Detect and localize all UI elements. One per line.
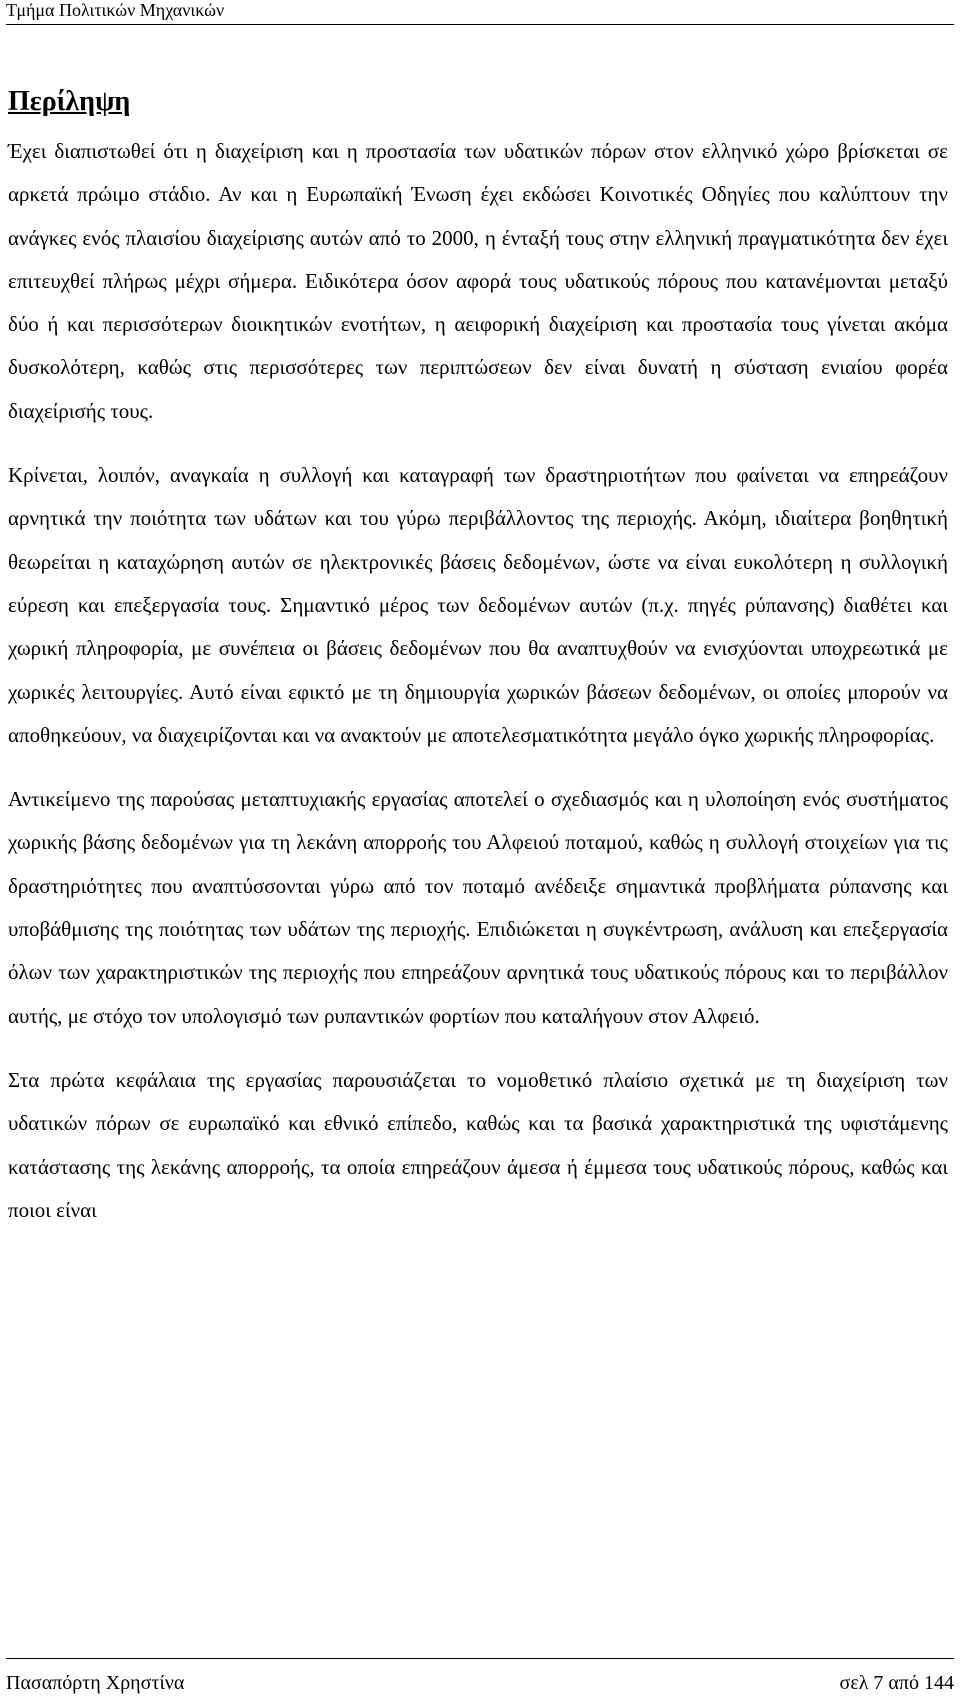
- paragraph: Κρίνεται, λοιπόν, αναγκαία η συλλογή και καταγραφή των δραστηριοτήτων που φαίνεται να επηρεάζουν αρνητικά την ποιότητα των υδάτων και του γύρω περιβάλλοντος της περιοχής. Ακόμη, ιδιαίτερα βοηθητική θεωρείται η καταχώρηση αυτών σε ηλεκτρονικές βάσεις δεδομένων, ώστε να είναι ευκολότερη η συλλογική εύρεση και επεξεργασία τους. Σημαντικό μέρος των δεδομένων αυτών (π.χ. πηγές ρύπανσης) διαθέτει και χωρική πληροφορία, με συνέπεια οι βάσεις δεδομένων που θα αναπτυχθούν να ενισχύονται υποχρεωτικά με χωρικές λειτουργίες. Αυτό είναι εφικτό με τη δημιουργία χωρικών βάσεων δεδομένων, οι οποίες μπορούν να αποθηκεύουν, να διαχειρίζονται και να ανακτούν με αποτελεσματικότητα μεγάλο όγκο χωρικής πληροφορίας.: [8, 463, 948, 747]
- header-title: Τμήμα Πολιτικών Μηχανικών: [6, 0, 225, 20]
- paragraph: Αντικείμενο της παρούσας μεταπτυχιακής εργασίας αποτελεί ο σχεδιασμός και η υλοποίηση ενός συστήματος χωρικής βάσης δεδομένων για τη λεκάνη απορροής του Αλφειού ποταμού, καθώς η συλλογή στοιχείων για τις δραστηριότητες που αναπτύσσονται γύρω από τον ποταμό ανέδειξε σημαντικά προβλήματα ρύπανσης και υποβάθμισης της ποιότητας των υδάτων της περιοχής. Επιδιώκεται η συγκέντρωση, ανάλυση και επεξεργασία όλων των χαρακτηριστικών της περιοχής που επηρεάζουν αρνητικά τους υδατικούς πόρους και το περιβάλλον αυτής, με στόχο τον υπολογισμό των ρυπαντικών φορτίων που καταλήγουν στον Αλφειό.: [8, 787, 948, 1028]
- page-number: σελ 7 από 144: [839, 1672, 954, 1694]
- page-header: [6, 0, 954, 25]
- paragraph: Στα πρώτα κεφάλαια της εργασίας παρουσιάζεται το νομοθετικό πλαίσιο σχετικά με τη διαχείριση των υδατικών πόρων σε ευρωπαϊκό και εθνικό επίπεδο, καθώς και τα βασικά χαρακτηριστικά της υφιστάμενης κατάστασης της λεκάνης απορροής, τα οποία επηρεάζουν άμεσα ή έμμεσα τους υδατικούς πόρους, καθώς και ποιοι είναι: [8, 1067, 948, 1222]
- paragraph: Έχει διαπιστωθεί ότι η διαχείριση και η προστασία των υδατικών πόρων στον ελληνικό χώρο βρίσκεται σε αρκετά πρώιμο στάδιο. Αν και η Ευρωπαϊκή Ένωση έχει εκδώσει Κοινοτικές Οδηγίες που καλύπτουν την ανάγκες ενός πλαισίου διαχείρισης αυτών από το 2000, η ένταξή τους στην ελληνική πραγματικότητα δεν έχει επιτευχθεί πλήρως μέχρι σήμερα. Ειδικότερα όσον αφορά τους υδατικούς πόρους που κατανέμονται μεταξύ δύο ή και περισσότερων διοικητικών ενοτήτων, η αειφορική διαχείριση και προστασία τους γίνεται ακόμα δυσκολότερη, καθώς στις περισσότερες των περιπτώσεων δεν είναι δυνατή η σύσταση ενιαίου φορέα διαχείρισής τους.: [8, 139, 948, 423]
- footer-author: Πασαπόρτη Χρηστίνα: [6, 1672, 185, 1694]
- document-body: [8, 84, 948, 1253]
- page-footer: [6, 1658, 954, 1703]
- section-title: Περίληψη: [8, 86, 131, 117]
